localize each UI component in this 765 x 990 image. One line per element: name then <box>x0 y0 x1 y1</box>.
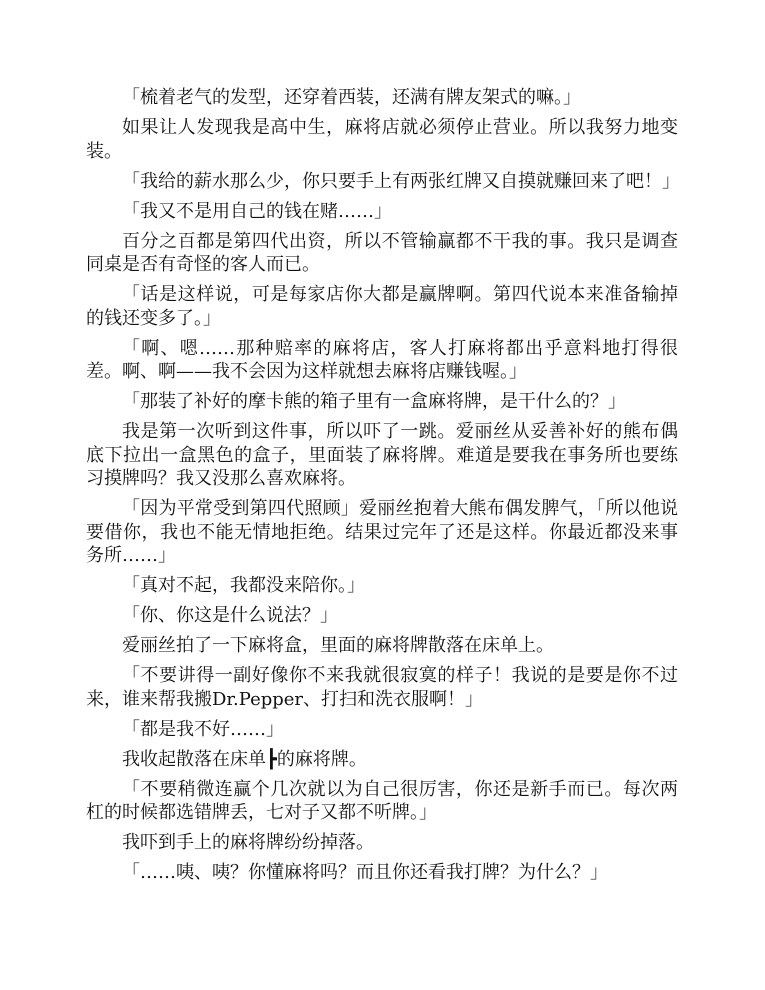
paragraph: 百分之百都是第四代出资，所以不管输赢都不干我的事。我只是调查同桌是否有奇怪的客人而已。 <box>86 230 678 275</box>
paragraph: 「梳着老气的发型，还穿着西装，还满有牌友架式的嘛。」 <box>122 87 581 108</box>
paragraph: 我吓到手上的麻将牌纷纷掉落。 <box>122 832 374 853</box>
paragraph: 我是第一次听到这件事，所以吓了一跳。爱丽丝从妥善补好的熊布偶底下拉出一盒黑色的盒子，里面装了麻将牌。难道是要我在事务所也要练习摸牌吗？我又没那么喜欢麻将。 <box>86 421 678 489</box>
paragraph: 「……咦、咦？你懂麻将吗？而且你还看我打牌？为什么？」 <box>122 862 608 883</box>
paragraph: 「话是这样说，可是每家店你大都是赢牌啊。第四代说本来准备输掉的钱还变多了。」 <box>86 284 678 329</box>
paragraph: 「啊、嗯……那种赔率的麻将店，客人打麻将都出乎意料地打得很差。啊、啊——我不会因为这样就想去麻将店赚钱喔。」 <box>86 337 678 382</box>
paragraph: 「那装了补好的摩卡熊的箱子里有一盒麻将牌，是干什么的？」 <box>122 391 626 412</box>
paragraph: 「我又不是用自己的钱在赌……」 <box>122 200 392 222</box>
paragraph: 我收起散落在床单┣的麻将牌。 <box>122 748 367 770</box>
document-page <box>86 86 678 891</box>
paragraph: 「我给的薪水那么少，你只要手上有两张红牌又自摸就赚回来了吧！」 <box>122 170 680 192</box>
paragraph: 「不要讲得一副好像你不来我就很寂寞的样子！我说的是要是你不过来，谁来帮我搬Dr.Pepper、打扫和洗衣服啊！」 <box>86 665 678 710</box>
paragraph: 「都是我不好……」 <box>122 718 284 740</box>
paragraph: 「因为平常受到第四代照顾」爱丽丝抱着大熊布偶发脾气，「所以他说要借你，我也不能无情地拒绝。结果过完年了还是这样。你最近都没来事务所……」 <box>86 498 678 566</box>
paragraph: 「不要稍微连赢个几次就以为自己很厉害，你还是新手而已。每次两杠的时候都选错牌丢，七对子又都不听牌。」 <box>86 778 678 823</box>
paragraph: 「真对不起，我都没来陪你。」 <box>122 575 365 596</box>
paragraph: 爱丽丝拍了一下麻将盒，里面的麻将牌散落在床单上。 <box>122 635 554 656</box>
paragraph: 「你、你这是什么说法？」 <box>122 605 338 626</box>
paragraph: 如果让人发现我是高中生，麻将店就必须停止营业。所以我努力地变装。 <box>86 117 678 162</box>
